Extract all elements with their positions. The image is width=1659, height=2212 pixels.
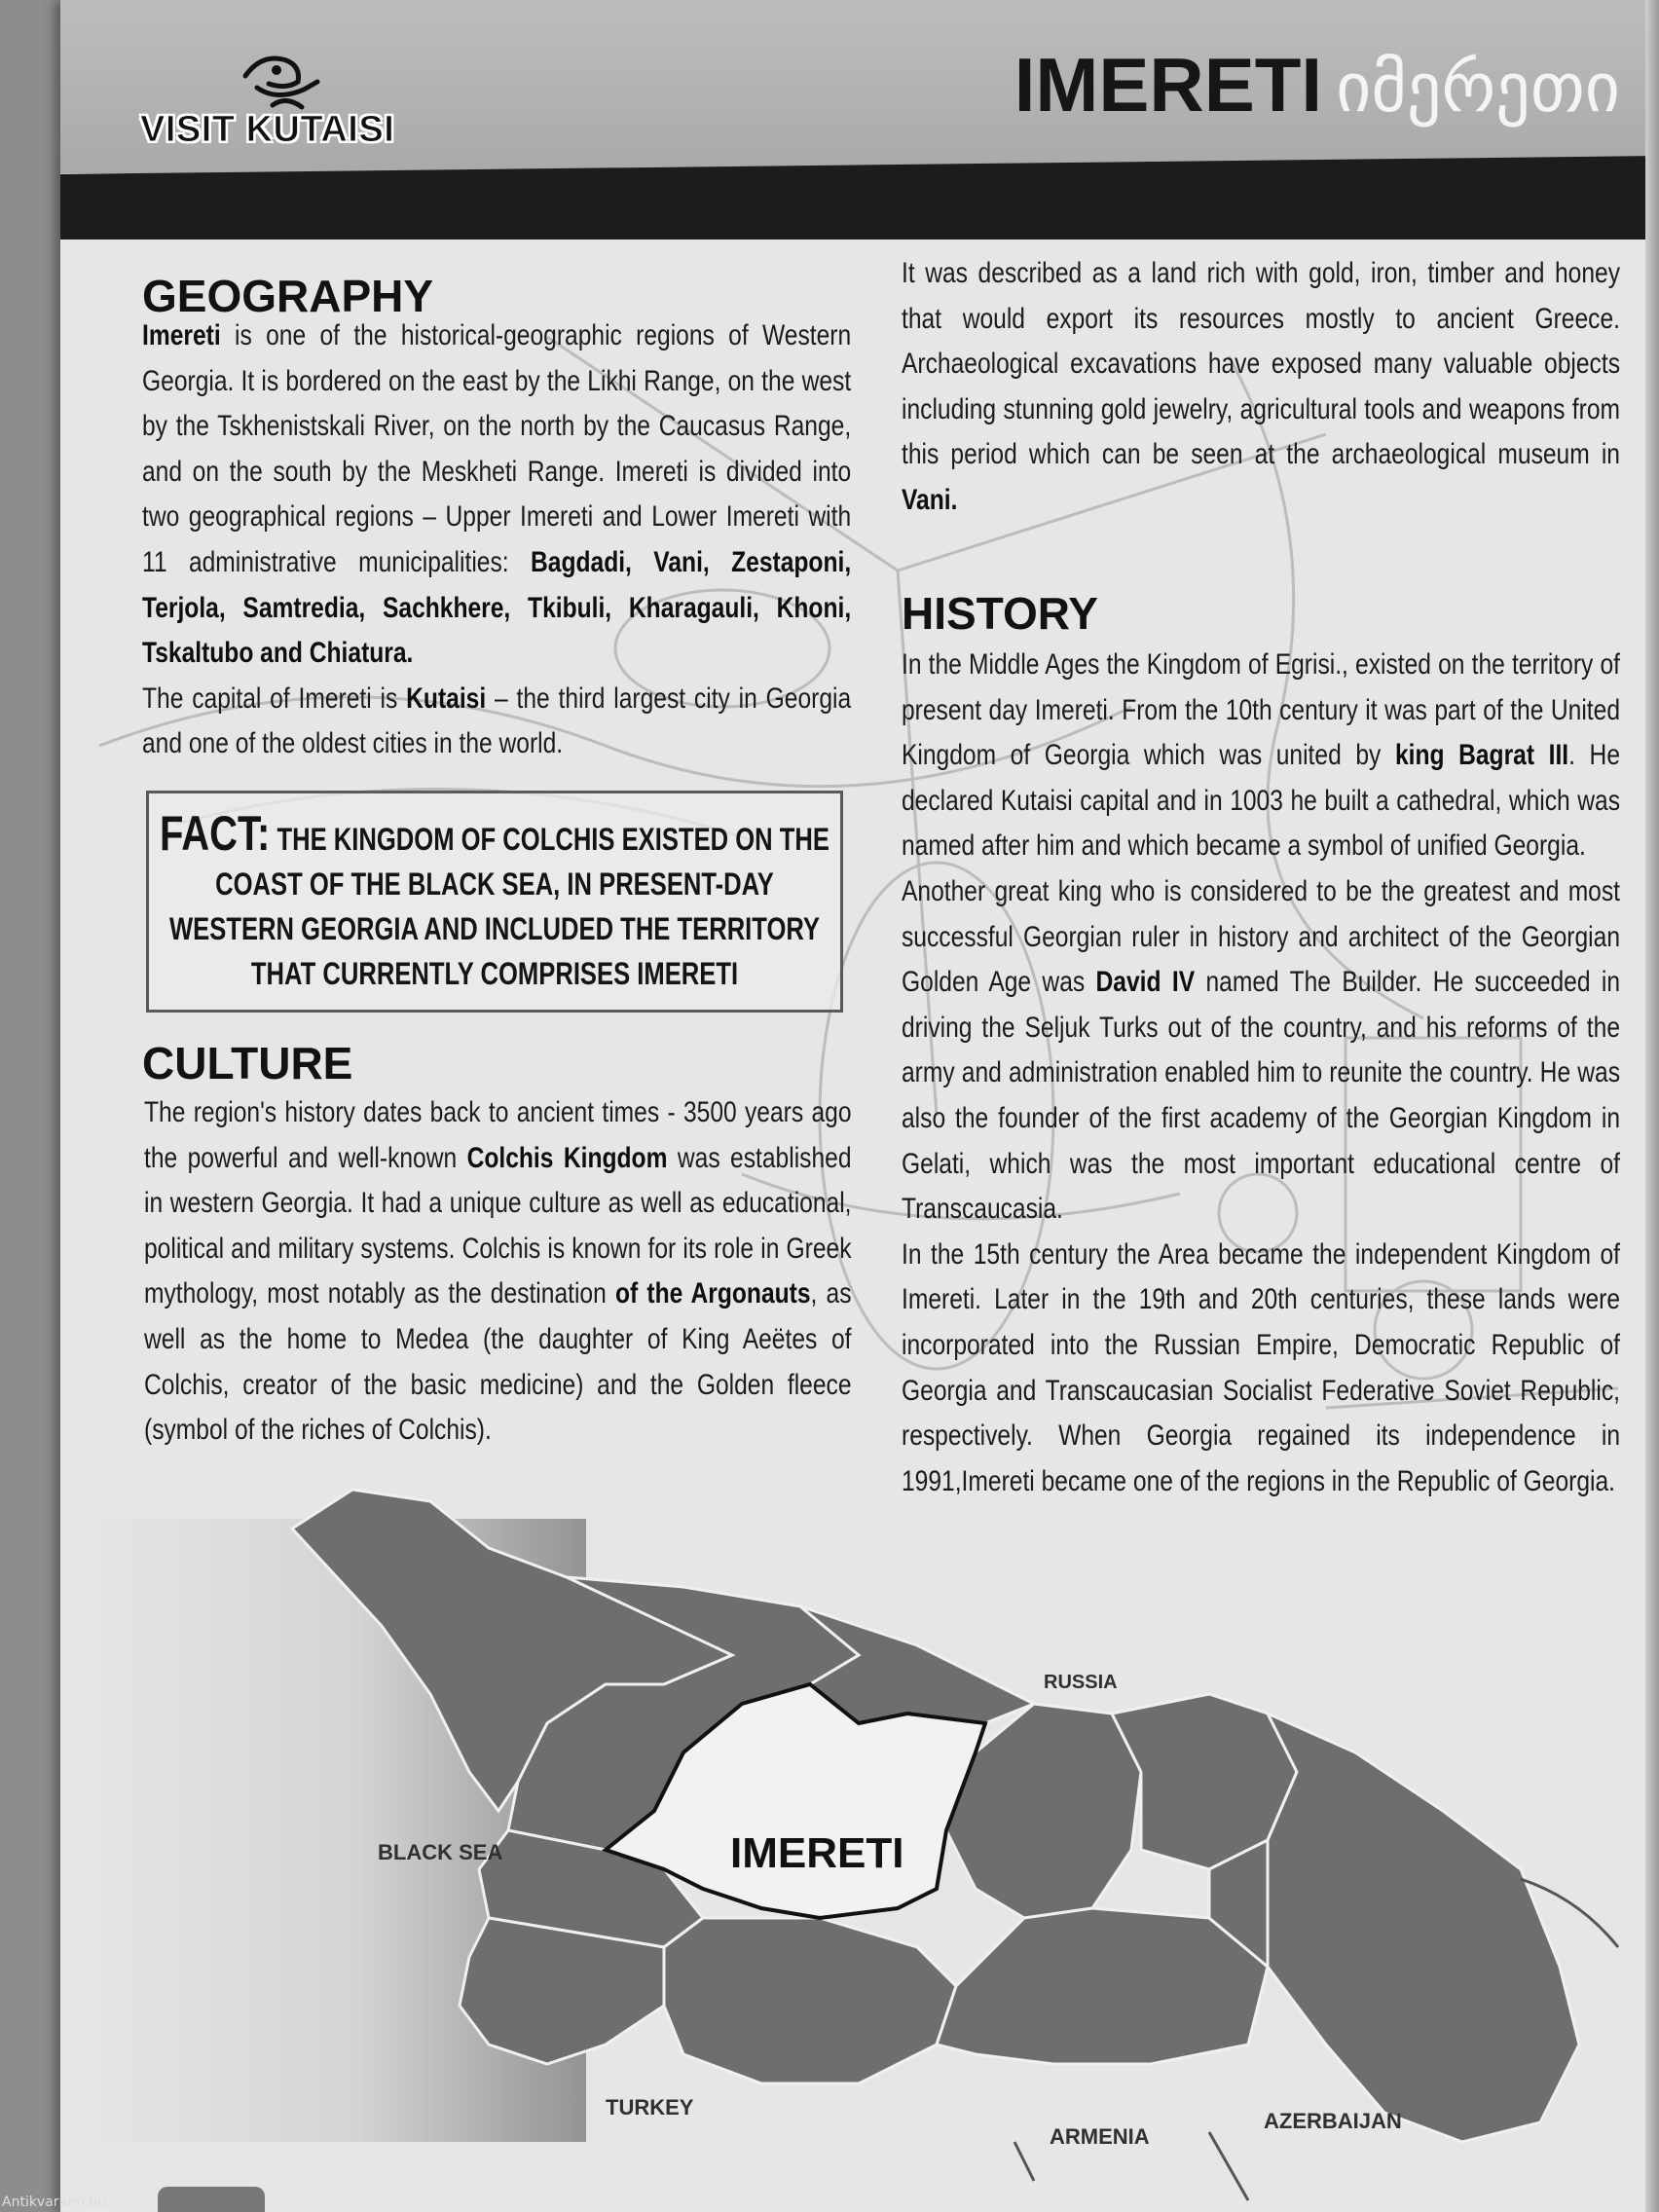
label-russia: RUSSIA [1044, 1672, 1118, 1693]
bold-imereti: Imereti [142, 319, 221, 351]
fact-box [146, 791, 843, 1013]
municipalities-list: Bagdadi, Vani, Zestaponi, Terjola, Samtredia, Sachkhere, Tkibuli, Kharagauli, Khoni, Tskaltubo and Chiatura. [142, 545, 852, 670]
region-kvemo-kartli [937, 1908, 1268, 2064]
culture-heading: CULTURE [142, 1038, 353, 1088]
right-intro-a: It was described as a land rich with gold, iron, timber and honey that would export its resources mostly to ancient Greece. Archaeological excavations have exposed many valuable objects including stunning gold jewelry, agricultural tools and weapons from this period which can be seen at the archaeological museum in [902, 257, 1620, 471]
label-azerbaijan: AZERBAIJAN [1264, 2109, 1402, 2133]
geography-text-1: is one of the historical-geographic regions of Western Georgia. It is bordered on the east by the Likhi Range, on the west by the Tskhenistskali River, on the north by the Caucasus Range, and on the south by the Meskheti Range. Imereti is divided into two geographical regions – Upper Imereti and Lower Imereti with 11 administrative municipalities: [142, 319, 852, 578]
culture-text-e: , as well as the home to Medea (the daughter of King Aeëtes of Colchis, creator of the basic medicine) and the Golden fleece (symbol of the riches of Colchis). [144, 1277, 852, 1447]
geography-text-2a: The capital of Imereti is [142, 682, 407, 715]
right-intro-paragraph [902, 251, 1620, 524]
next-page-edge [1645, 0, 1659, 2212]
history-text-2a: Another great king who is considered to be the greatest and most successful Georgian ruler in history and architect of the Georgian Golden Age was [902, 874, 1620, 999]
geography-heading: GEOGRAPHY [142, 271, 434, 321]
watermark: Antikvarium.hu [2, 2194, 107, 2210]
bold-vani: Vani. [902, 483, 958, 516]
culture-text [144, 1090, 852, 1454]
bold-king-bagrat: king Bagrat III [1394, 739, 1569, 772]
fact-text [152, 806, 837, 996]
label-black-sea: BLACK SEA [378, 1840, 503, 1864]
region-samtskhe [664, 1918, 956, 2083]
history-text-2b: named The Builder. He succeeded in driving the Seljuk Turks out of the country, and his reforms of the army and administration enabled him to reunite the country. He was also the founder of the first academy of the Georgian Kingdom in Gelati, which was the most important educational centre of Transcaucasia. [902, 966, 1620, 1226]
label-imereti: IMERETI [730, 1829, 904, 1877]
label-turkey: TURKEY [606, 2095, 694, 2120]
bold-colchis-kingdom: Colchis Kingdom [466, 1141, 668, 1174]
page-title [1014, 41, 1620, 129]
bold-david-iv: David IV [1095, 966, 1196, 999]
geography-text [142, 313, 851, 767]
title-georgian: იმერეთი [1336, 50, 1620, 126]
fact-body: THE KINGDOM OF COLCHIS EXISTED ON THE COAST OF THE BLACK SEA, IN PRESENT-DAY WESTERN GEORGIA AND INCLUDED THE TERRITORY THAT CURRENTLY COMPRISES IMERETI [169, 822, 830, 991]
history-heading: HISTORY [902, 588, 1098, 639]
geography-paragraph-2 [142, 677, 851, 767]
fact-label: FACT: [160, 806, 271, 861]
right-intro-text [902, 251, 1620, 524]
history-text-1a: In the Middle Ages the Kingdom of Egrisi., existed on the territory of present day Imereti. From the 10th century it was part of the United Kingdom of Georgia which was united by [902, 648, 1620, 772]
history-paragraph-2 [902, 869, 1620, 1233]
title-latin: IMERETI [1014, 42, 1323, 128]
logo-text: VISIT KUTAISI [140, 109, 395, 150]
bold-argonauts: of the Argonauts [614, 1277, 811, 1310]
culture-paragraph [144, 1090, 852, 1454]
page-number-tab [158, 2187, 265, 2212]
culture-text-a: The region's history dates back to ancient times - 3500 years ago the powerful and well-known [144, 1096, 852, 1174]
geography-paragraph-1 [142, 313, 851, 677]
history-paragraph-1 [902, 643, 1620, 869]
history-text [902, 643, 1620, 1504]
bold-kutaisi: Kutaisi [406, 682, 487, 715]
brochure-page [60, 0, 1659, 2212]
history-text-1b: . He declared Kutaisi capital and in 1003 he built a cathedral, which was named after him and which became a symbol of unified Georgia. [902, 739, 1620, 863]
georgia-map [60, 1460, 1659, 2212]
culture-text-c: was established in western Georgia. It had a unique culture as well as educational, political and military systems. Colchis is known for its role in Greek mythology, most notably as the destination [144, 1141, 852, 1310]
history-paragraph-3: In the 15th century the Area became the independent Kingdom of Imereti. Later in the 19th and 20th centuries, these lands were incorporated into the Russian Empire, Democratic Republic of Georgia and Transcaucasian Socialist Federative Soviet Republic, respectively. When Georgia regained its independence in 1991,Imereti became one of the regions in the Republic of Georgia. [902, 1237, 1620, 1497]
geography-text-2b: – the third largest city in Georgia and one of the oldest cities in the world. [142, 682, 852, 760]
label-armenia: ARMENIA [1050, 2124, 1150, 2149]
